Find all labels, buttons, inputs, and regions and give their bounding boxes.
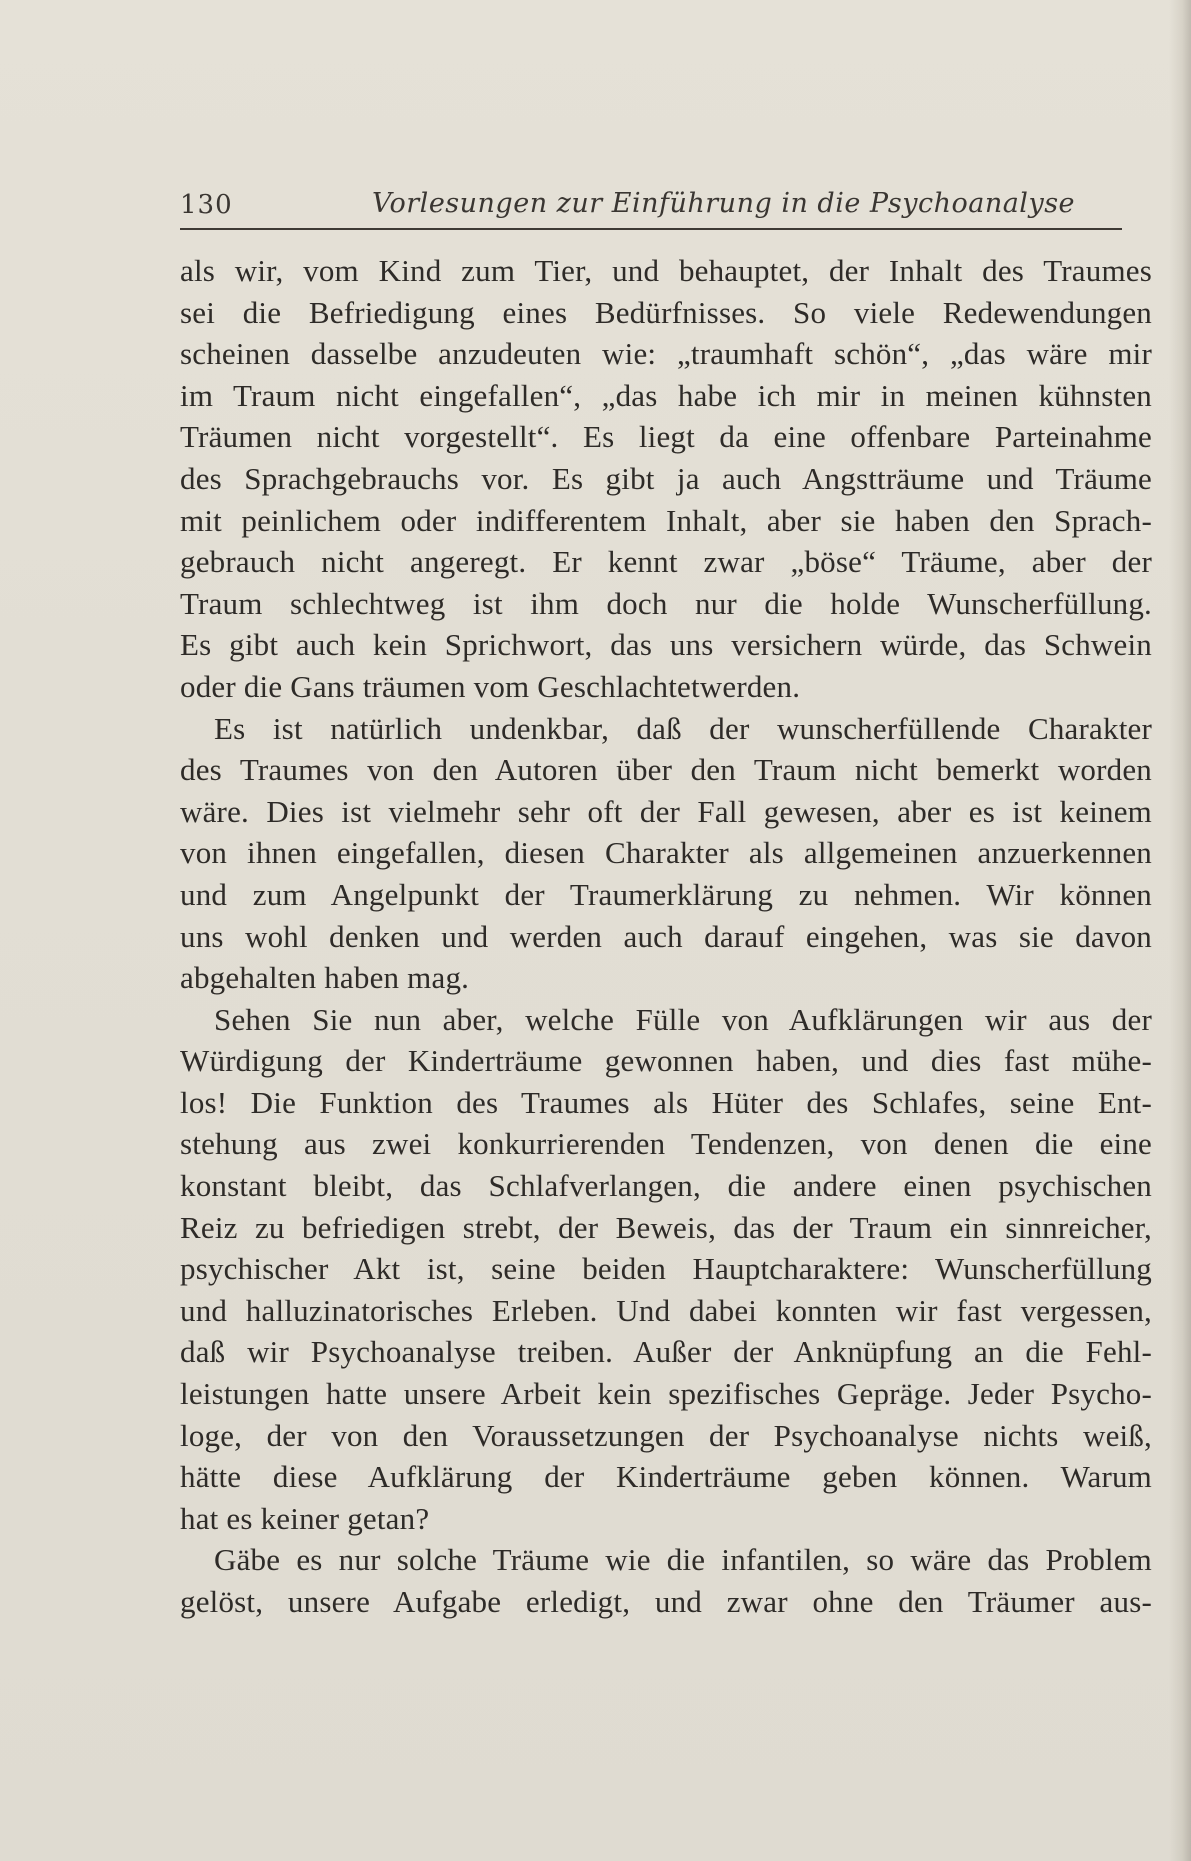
text-line: Träumen nicht vorgestellt“. Es liegt da eine offenbare Parteinahme xyxy=(180,419,1152,455)
text-line: Gäbe es nur solche Träume wie die infantilen, so wäre das Problem xyxy=(214,1542,1152,1578)
header-rule xyxy=(180,228,1122,230)
text-line: Würdigung der Kinderträume gewonnen haben, und dies fast mühe- xyxy=(180,1043,1152,1079)
text-line: los! Die Funktion des Traumes als Hüter des Schlafes, seine Ent- xyxy=(180,1084,1152,1120)
text-line: Reiz zu befriedigen strebt, der Beweis, das der Traum ein sinnreicher, xyxy=(180,1209,1152,1245)
text-line: Sehen Sie nun aber, welche Fülle von Aufklärungen wir aus der xyxy=(214,1001,1152,1037)
text-line: mit peinlichem oder indifferentem Inhalt, aber sie haben den Sprach- xyxy=(180,502,1152,538)
page-number: 130 xyxy=(180,190,233,220)
text-line: uns wohl denken und werden auch darauf eingehen, was sie davon xyxy=(180,918,1152,954)
text-line: gelöst, unsere Aufgabe erledigt, und zwar ohne den Träumer aus- xyxy=(180,1584,1152,1619)
text-line: und zum Angelpunkt der Traumerklärung zu nehmen. Wir können xyxy=(180,876,1152,912)
text-line: stehung aus zwei konkurrierenden Tendenzen, von denen die eine xyxy=(180,1126,1152,1162)
text-line: gebrauch nicht angeregt. Er kennt zwar „böse“ Träume, aber der xyxy=(180,544,1152,580)
text-line: des Traumes von den Autoren über den Traum nicht bemerkt worden xyxy=(180,752,1152,788)
text-line: von ihnen eingefallen, diesen Charakter als allgemeinen anzuerkennen xyxy=(180,835,1152,871)
text-line: abgehalten haben mag. xyxy=(180,960,470,996)
text-line: konstant bleibt, das Schlafverlangen, die andere einen psychischen xyxy=(180,1168,1152,1204)
text-line: sei die Befriedigung eines Bedürfnisses. So viele Redewendungen xyxy=(180,294,1152,330)
text-line: im Traum nicht eingefallen“, „das habe ich mir in meinen kühnsten xyxy=(180,377,1152,413)
text-line: loge, der von den Voraussetzungen der Psychoanalyse nichts weiß, xyxy=(180,1417,1152,1453)
text-line: des Sprachgebrauchs vor. Es gibt ja auch Angstträume und Träume xyxy=(180,460,1152,496)
body-text xyxy=(180,250,1152,1623)
text-line: Es gibt auch kein Sprichwort, das uns versichern würde, das Schwein xyxy=(180,627,1152,663)
text-line: hätte diese Aufklärung der Kinderträume geben können. Warum xyxy=(180,1459,1152,1495)
text-line: daß wir Psychoanalyse treiben. Außer der Anknüpfung an die Fehl- xyxy=(180,1334,1152,1370)
page-edge-shadow xyxy=(1169,0,1191,1861)
text-line: oder die Gans träumen vom Geschlachtetwerden. xyxy=(180,668,801,704)
text-line: Traum schlechtweg ist ihm doch nur die holde Wunscherfüllung. xyxy=(180,585,1152,621)
running-title: Vorlesungen zur Einführung in die Psychoanalyse xyxy=(372,188,1076,219)
text-line: wäre. Dies ist vielmehr sehr oft der Fall gewesen, aber es ist keinem xyxy=(180,793,1152,829)
page-header xyxy=(180,186,1122,230)
text-line: Es ist natürlich undenkbar, daß der wunscherfüllende Charakter xyxy=(214,710,1152,746)
text-line: als wir, vom Kind zum Tier, und behauptet, der Inhalt des Traumes xyxy=(180,253,1152,288)
text-line: leistungen hatte unsere Arbeit kein spezifisches Gepräge. Jeder Psycho- xyxy=(180,1376,1152,1412)
text-line: hat es keiner getan? xyxy=(180,1500,430,1536)
text-line: scheinen dasselbe anzudeuten wie: „traumhaft schön“, „das wäre mir xyxy=(180,336,1152,372)
text-line: und halluzinatorisches Erleben. Und dabei konnten wir fast vergessen, xyxy=(180,1292,1152,1328)
text-line: psychischer Akt ist, seine beiden Hauptcharaktere: Wunscherfüllung xyxy=(180,1251,1152,1287)
